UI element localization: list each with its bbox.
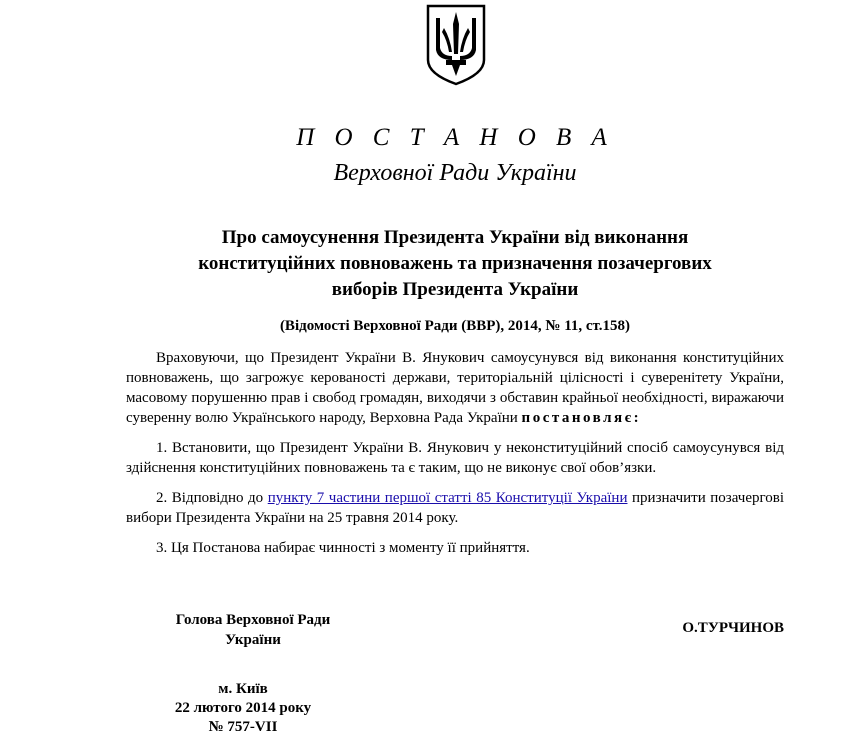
document-type-title: П О С Т А Н О В А — [296, 124, 614, 151]
item-2-text-before: 2. Відповідно до — [156, 490, 268, 506]
document-body — [126, 348, 784, 558]
date: 22 лютого 2014 року — [174, 700, 312, 716]
preamble-paragraph — [126, 348, 784, 428]
item-3: 3. Ця Постанова набирає чинності з моменту її прийняття. — [156, 540, 530, 556]
city: м. Київ — [218, 681, 268, 697]
issuing-body-title: Верховної Ради України — [333, 160, 577, 186]
preamble-text: Враховуючи, що Президент України В. Янукович самоусунувся від виконання конституційних повноважень, що загрожує керованості держави, територіальній цілісності і суверенітету України, масовому порушенню прав і свобод громадян, виходячи з обставин крайньої необхідності, виражаючи суверенну волю Українського народу, Верховна Рада України — [126, 350, 784, 426]
signatory-position — [128, 610, 378, 650]
signatory-position-line: України — [225, 632, 281, 648]
heading-line: Про самоусунення Президента України від виконання — [221, 227, 689, 248]
item-2 — [126, 488, 784, 528]
signatory-name: О.ТУРЧИНОВ — [682, 620, 784, 636]
item-1: 1. Встановити, що Президент України В. Янукович у неконституційний спосіб самоусунувся від здійснення конституційних повноважень та є таким, що не виконує свої обов’язки. — [126, 440, 784, 476]
resolution-heading — [150, 225, 760, 303]
heading-line: виборів Президента України — [331, 279, 579, 300]
publication-source: (Відомості Верховної Ради (ВВР), 2014, № 11, ст.158) — [279, 318, 631, 334]
decree-word: постановляє: — [521, 410, 642, 426]
signatory-position-line: Голова Верховної Ради — [175, 612, 331, 628]
constitution-article-link[interactable]: пункту 7 частини першої статті 85 Конституції України — [267, 490, 628, 506]
place-date-number — [128, 680, 358, 737]
coat-of-arms-icon — [424, 4, 488, 86]
heading-line: конституційних повноважень та призначення позачергових — [198, 253, 712, 274]
item-2-text-after: призначити позачергові вибори Президента України на 25 травня 2014 року. — [126, 490, 785, 526]
document-number: № 757-VII — [208, 719, 278, 735]
